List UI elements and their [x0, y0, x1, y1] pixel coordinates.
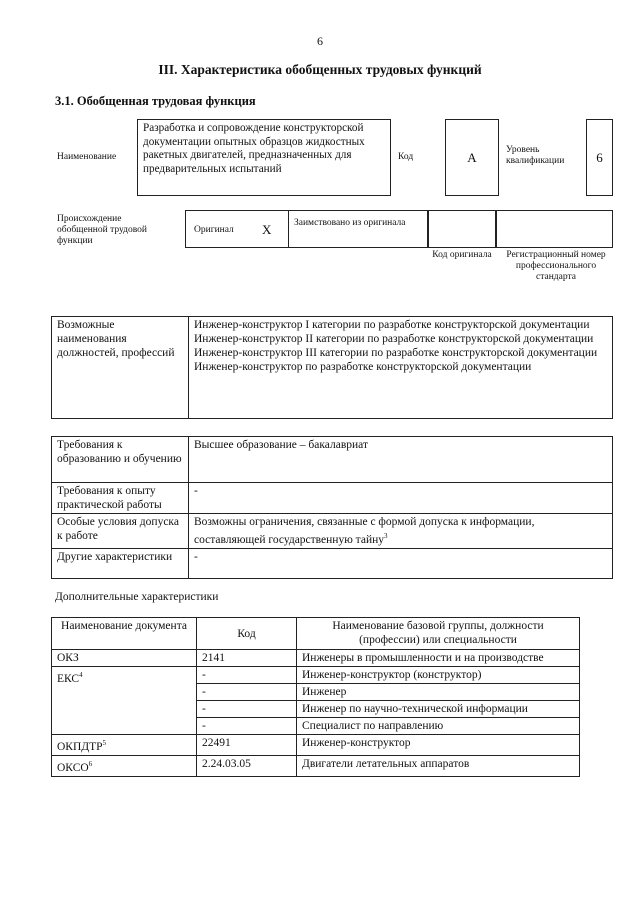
requirement-label: Требования к опыту практической работы — [52, 483, 189, 514]
code-cell: 2.24.03.05 — [197, 755, 297, 776]
level-box — [586, 119, 613, 196]
doc-cell — [52, 667, 197, 735]
requirements-table — [51, 436, 613, 579]
name-cell: Инженеры в промышленности и на производстве — [297, 650, 580, 667]
page-number: 6 — [317, 34, 323, 48]
code-cell: 22491 — [197, 735, 297, 756]
requirement-row — [52, 514, 613, 549]
function-name-value: Разработка и сопровождение конструкторской документации опытных образцов жидкостных ракетных двигателей, предназначенных для предварительных испытаний — [143, 122, 365, 175]
doc-name: ОКСО — [57, 761, 89, 774]
additional-header-row — [52, 618, 580, 650]
requirement-row — [52, 483, 613, 514]
code-cell: - — [197, 684, 297, 701]
code-box — [445, 119, 499, 196]
code-cell: 2141 — [197, 650, 297, 667]
positions-label: Возможные наименования должностей, профессий — [52, 317, 189, 419]
header-name: Наименование базовой группы, должности (профессии) или специальности — [297, 618, 580, 650]
requirement-label: Другие характеристики — [52, 548, 189, 578]
positions-table — [51, 316, 613, 419]
name-cell: Инженер по научно-технической информации — [297, 701, 580, 718]
level-label: Уровень квалификации — [506, 145, 565, 166]
origin-reg-box — [496, 210, 613, 248]
doc-cell — [52, 735, 197, 756]
requirement-row — [52, 437, 613, 483]
doc-name: ЕКС — [57, 672, 80, 685]
name-cell: Специалист по направлению — [297, 718, 580, 735]
code-cell: - — [197, 718, 297, 735]
position-item: Инженер-конструктор I категории по разработке конструкторской документации — [194, 319, 590, 331]
name-cell: Инженер-конструктор — [297, 735, 580, 756]
doc-name: ОКЗ — [57, 652, 79, 664]
additional-title: Дополнительные характеристики — [55, 591, 219, 603]
level-value: 6 — [596, 149, 603, 165]
origin-divider — [288, 211, 289, 247]
requirement-value: Возможны ограничения, связанные с формой допуска к информации, составляющей государственную тайну — [194, 516, 535, 546]
position-item: Инженер-конструктор по разработке конструкторской документации — [194, 361, 532, 373]
section-title: III. Характеристика обобщенных трудовых функций — [158, 62, 482, 77]
function-name-box — [137, 119, 391, 196]
table-row — [52, 650, 580, 667]
code-cell: - — [197, 667, 297, 684]
requirement-value: - — [189, 548, 613, 578]
name-cell: Инженер — [297, 684, 580, 701]
requirement-label: Особые условия допуска к работе — [52, 514, 189, 549]
origin-box — [185, 210, 428, 248]
footnote-mark: 4 — [79, 671, 83, 679]
name-label: Наименование — [57, 152, 117, 162]
additional-table — [51, 617, 580, 777]
name-cell: Инженер-конструктор (конструктор) — [297, 667, 580, 684]
requirement-row — [52, 548, 613, 578]
footnote-mark: 6 — [88, 759, 93, 768]
requirement-value-cell — [189, 514, 613, 549]
header-document: Наименование документа — [52, 618, 197, 650]
header-code: Код — [197, 618, 297, 650]
original-label: Оригинал — [194, 225, 234, 235]
requirement-value: Высшее образование – бакалавриат — [189, 437, 613, 483]
footnote-mark: 3 — [384, 532, 388, 540]
requirement-label: Требования к образованию и обучению — [52, 437, 189, 483]
borrowed-label: Заимствовано из оригинала — [294, 218, 406, 228]
origin-code-box — [428, 210, 496, 248]
subsection-title: 3.1. Обобщенная трудовая функция — [55, 94, 256, 108]
table-row — [52, 755, 580, 776]
table-row — [52, 667, 580, 684]
footnote-mark: 5 — [102, 739, 107, 747]
positions-list — [189, 317, 613, 419]
position-item: Инженер-конструктор II категории по разработке конструкторской документации — [194, 333, 594, 345]
doc-cell — [52, 755, 197, 776]
origin-label: Происхождение обобщенной трудовой функции — [57, 214, 147, 246]
doc-cell — [52, 650, 197, 667]
name-cell: Двигатели летательных аппаратов — [297, 755, 580, 776]
code-value: A — [467, 149, 477, 165]
code-label: Код — [398, 152, 414, 162]
table-row — [52, 735, 580, 756]
reg-caption: Регистрационный номер профессионального стандарта — [506, 250, 606, 282]
positions-row — [52, 317, 613, 419]
original-mark: X — [262, 222, 272, 237]
code-cell: - — [197, 701, 297, 718]
doc-name: ОКПДТР — [57, 740, 103, 753]
position-item: Инженер-конструктор III категории по разработке конструкторской документации — [194, 347, 598, 359]
code-caption: Код оригинала — [432, 250, 492, 260]
requirement-value: - — [189, 483, 613, 514]
